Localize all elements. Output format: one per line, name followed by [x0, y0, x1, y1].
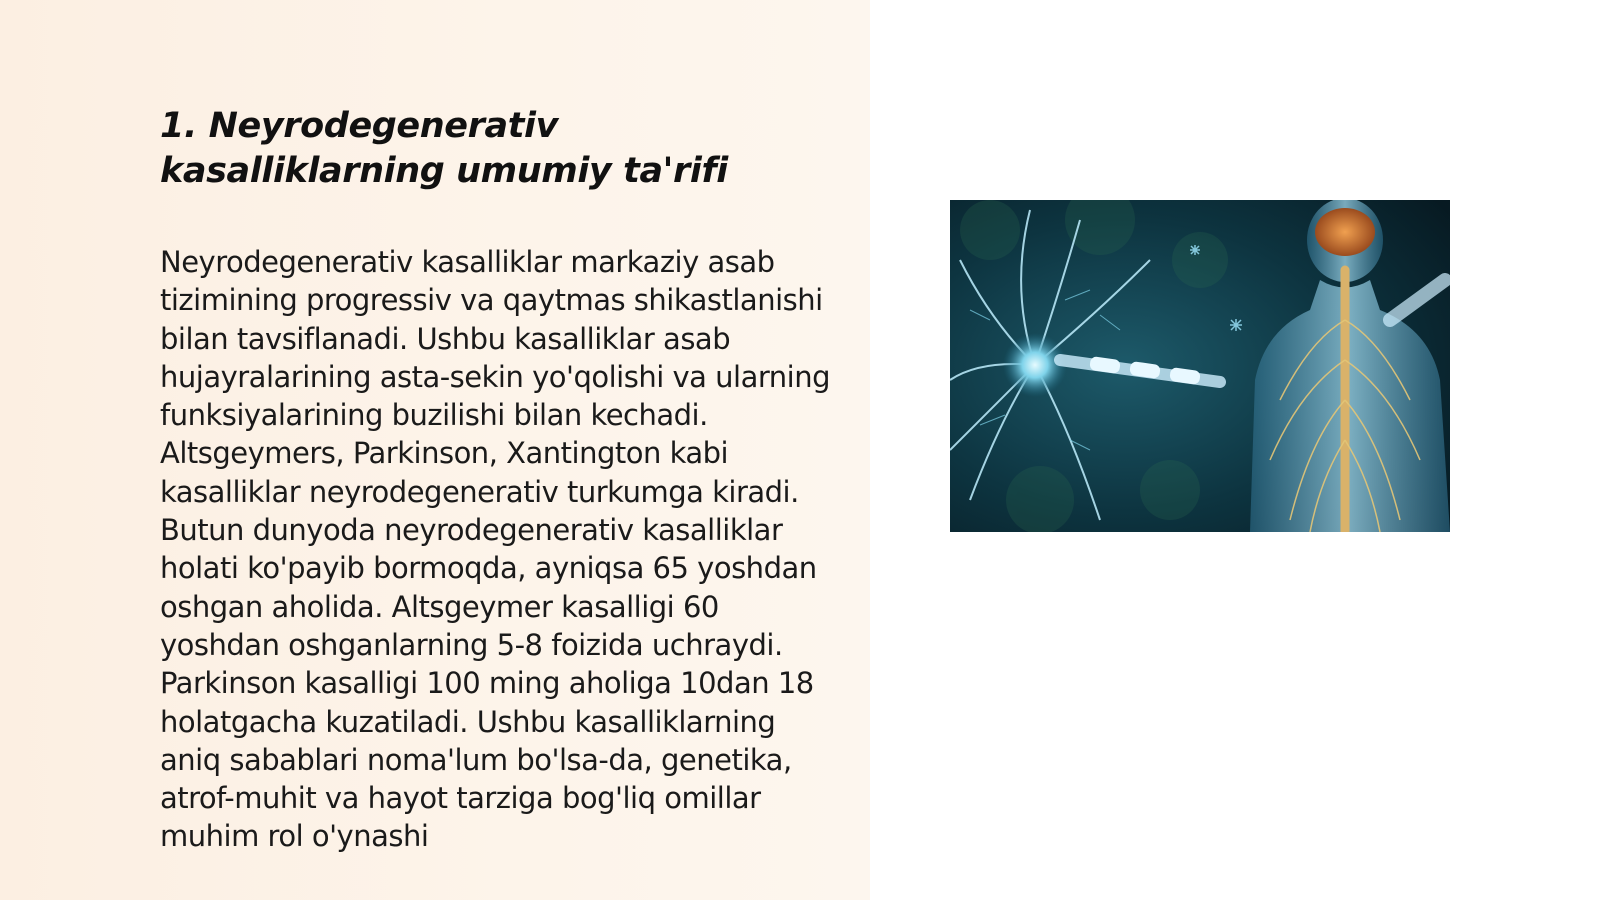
neuron-illustration-icon	[950, 200, 1450, 532]
slide-title: 1. Neyrodegenerativ kasalliklarning umumiy ta'rifi	[160, 106, 728, 191]
nervous-system-image	[950, 200, 1450, 532]
slide-body-text: Neyrodegenerativ kasalliklar markaziy asab tizimining progressiv va qaytmas shikastlanishi bilan tavsiflanadi. Ushbu kasalliklar asab hujayralarining asta-sekin yo'qolishi va ularning funksiyalarining buzilishi bilan kechadi. Altsgeymers, Parkinson, Xantington kabi kasalliklar neyrodegenerativ turkumga kiradi. Butun dunyoda neyrodegenerativ kasalliklar holati ko'payib bormoqda, ayniqsa 65 yoshdan oshgan aholida. Altsgeymer kasalligi 60 yoshdan oshganlarning 5-8 foizida uchraydi. Parkinson kasalligi 100 ming aholiga 10dan 18 holatgacha kuzatiladi. Ushbu kasalliklarning aniq sabablari noma'lum bo'lsa-da, genetika, atrof-muhit va hayot tarziga bog'liq omillar muhim rol o'ynashi	[160, 245, 830, 854]
